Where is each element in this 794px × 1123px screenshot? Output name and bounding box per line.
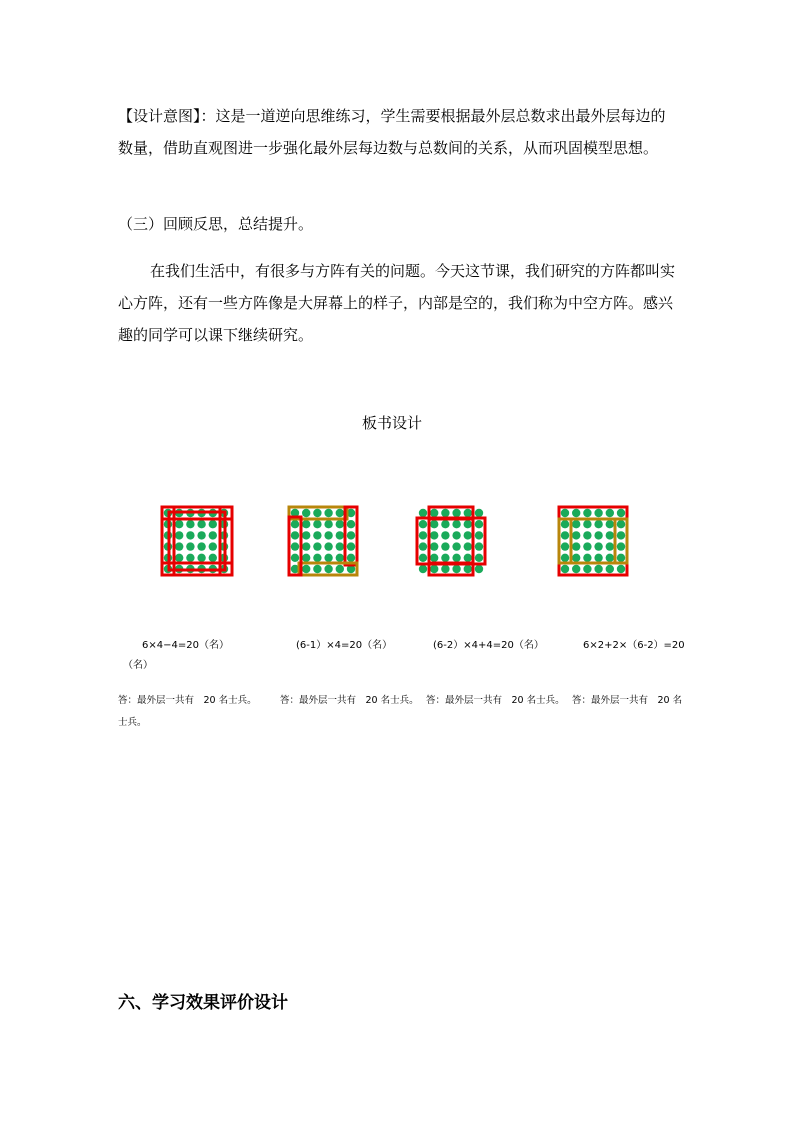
soldier-dot — [452, 520, 460, 528]
soldier-dot — [430, 565, 438, 573]
soldier-dot — [209, 531, 217, 539]
review-body: 在我们生活中，有很多与方阵有关的问题。今天这节课，我们研究的方阵都叫实心方阵，还有一些方阵像是大屏幕上的样子，内部是空的，我们称为中空方阵。感兴趣的同学可以课下继续研究。 — [118, 262, 676, 344]
soldier-dot — [324, 554, 332, 562]
d4-bottom-strip — [559, 563, 627, 575]
soldier-dot — [291, 520, 299, 528]
soldier-dot — [324, 520, 332, 528]
diagram-3-middle — [417, 507, 485, 575]
soldier-dot — [419, 554, 427, 562]
soldier-dot — [617, 565, 625, 573]
soldier-dot — [441, 531, 449, 539]
diagram-2-pinwheel — [289, 507, 357, 575]
soldier-dot — [336, 542, 344, 550]
soldier-dot — [336, 520, 344, 528]
design-intent-paragraph — [118, 100, 678, 164]
soldier-dot — [583, 509, 591, 517]
soldier-dot — [430, 554, 438, 562]
soldier-dot — [209, 554, 217, 562]
answer-4-continued: 士兵。 — [118, 717, 147, 728]
soldier-dot — [606, 565, 614, 573]
soldier-dot — [606, 509, 614, 517]
answer-4: 答：最外层一共有 20 名 — [572, 695, 683, 706]
soldier-dot — [561, 565, 569, 573]
soldier-dot — [572, 542, 580, 550]
diagram-1-overlap — [162, 507, 232, 575]
soldier-dot — [419, 520, 427, 528]
soldier-dot — [475, 565, 483, 573]
soldier-dot — [464, 542, 472, 550]
square-array-diagrams — [0, 500, 794, 590]
formula-1: 6×4−4=20（名） — [142, 640, 229, 651]
soldier-dot — [419, 531, 427, 539]
soldier-dot — [313, 542, 321, 550]
soldier-dot — [606, 542, 614, 550]
soldier-dot — [197, 542, 205, 550]
soldier-dot — [617, 509, 625, 517]
soldier-dot — [561, 520, 569, 528]
soldier-dot — [302, 531, 310, 539]
soldier-dot — [175, 554, 183, 562]
soldier-dot — [583, 565, 591, 573]
soldier-dot — [175, 520, 183, 528]
soldier-dot — [336, 565, 344, 573]
soldier-dot — [419, 565, 427, 573]
soldier-dot — [606, 554, 614, 562]
soldier-dot — [617, 542, 625, 550]
soldier-dot — [186, 520, 194, 528]
formula-2: (6-1）×4=20（名） — [296, 640, 393, 651]
soldier-dot — [475, 531, 483, 539]
soldier-dot — [302, 520, 310, 528]
soldier-dot — [617, 554, 625, 562]
soldier-dot — [594, 554, 602, 562]
soldier-dot — [561, 531, 569, 539]
soldier-dot — [336, 554, 344, 562]
soldier-dot — [291, 542, 299, 550]
soldier-dot — [475, 509, 483, 517]
soldier-dot — [583, 554, 591, 562]
soldier-dot — [347, 531, 355, 539]
soldier-dot — [186, 542, 194, 550]
soldier-dot — [291, 531, 299, 539]
soldier-dot — [324, 542, 332, 550]
soldier-dot — [475, 542, 483, 550]
soldier-dot — [441, 542, 449, 550]
soldier-dot — [186, 554, 194, 562]
soldier-dot — [452, 509, 460, 517]
soldier-dot — [464, 565, 472, 573]
soldier-dot — [302, 509, 310, 517]
soldier-dot — [594, 520, 602, 528]
soldier-dot — [464, 531, 472, 539]
soldier-dot — [594, 542, 602, 550]
soldier-dot — [430, 520, 438, 528]
soldier-dot — [572, 554, 580, 562]
soldier-dot — [302, 542, 310, 550]
soldier-dot — [441, 509, 449, 517]
soldier-dot — [452, 554, 460, 562]
soldier-dot — [561, 542, 569, 550]
soldier-dot — [324, 565, 332, 573]
soldier-dot — [347, 554, 355, 562]
soldier-dot — [594, 531, 602, 539]
answer-2: 答：最外层一共有 20 名士兵。 — [280, 695, 419, 706]
soldier-dot — [617, 520, 625, 528]
soldier-dot — [336, 531, 344, 539]
soldier-dot — [209, 542, 217, 550]
soldier-dot — [572, 509, 580, 517]
soldier-dot — [430, 542, 438, 550]
answer-3: 答：最外层一共有 20 名士兵。 — [426, 695, 565, 706]
d4-top-strip — [559, 507, 627, 519]
answer-1: 答：最外层一共有 20 名士兵。 — [118, 695, 257, 706]
soldier-dot — [561, 554, 569, 562]
soldier-dot — [313, 520, 321, 528]
soldier-dot — [302, 554, 310, 562]
soldier-dot — [561, 509, 569, 517]
soldier-dot — [594, 509, 602, 517]
soldier-dot — [302, 565, 310, 573]
soldier-dot — [441, 520, 449, 528]
soldier-dot — [175, 531, 183, 539]
soldier-dot — [572, 520, 580, 528]
soldier-dot — [175, 542, 183, 550]
soldier-dot — [464, 554, 472, 562]
soldier-dot — [452, 531, 460, 539]
soldier-dot — [209, 520, 217, 528]
soldier-dot — [430, 509, 438, 517]
soldier-dot — [313, 509, 321, 517]
soldier-dot — [186, 531, 194, 539]
soldier-dot — [347, 542, 355, 550]
d4-middle-frame — [559, 519, 627, 563]
soldier-dot — [197, 520, 205, 528]
design-intent-label: 【设计意图】 — [118, 107, 201, 125]
soldier-dot — [336, 509, 344, 517]
soldier-dot — [452, 542, 460, 550]
soldier-dot — [347, 520, 355, 528]
soldier-dot — [475, 520, 483, 528]
soldier-dot — [313, 531, 321, 539]
soldier-dot — [197, 531, 205, 539]
formula-4-unit: （名） — [123, 660, 153, 671]
soldier-dot — [430, 531, 438, 539]
soldier-dot — [324, 531, 332, 539]
soldier-dot — [197, 554, 205, 562]
soldier-dot — [606, 520, 614, 528]
design-intent-text: ：这是一道逆向思维练习，学生需要根据最外层总数求出最外层每边的数量，借助直观图进一步强化最外层每边数与总数间的关系，从而巩固模型思想。 — [118, 107, 666, 157]
soldier-dot — [419, 509, 427, 517]
soldier-dot — [583, 520, 591, 528]
formula-4: 6×2+2×（6-2）=20 — [583, 640, 685, 651]
soldier-dot — [313, 554, 321, 562]
soldier-dot — [572, 565, 580, 573]
soldier-dot — [572, 531, 580, 539]
soldier-dot — [464, 509, 472, 517]
soldier-dot — [464, 520, 472, 528]
soldier-dot — [291, 554, 299, 562]
section-heading: 六、学习效果评价设计 — [118, 993, 288, 1013]
soldier-dot — [594, 565, 602, 573]
soldier-dot — [583, 531, 591, 539]
soldier-dot — [324, 509, 332, 517]
soldier-dot — [617, 531, 625, 539]
diagram-4-rows-sides — [559, 507, 627, 575]
soldier-dot — [475, 554, 483, 562]
soldier-dot — [419, 542, 427, 550]
formula-3: (6-2）×4+4=20（名） — [433, 640, 544, 651]
soldier-dot — [313, 565, 321, 573]
board-design-title: 板书设计 — [361, 414, 422, 432]
soldier-dot — [606, 531, 614, 539]
review-heading: （三）回顾反思，总结提升。 — [118, 215, 314, 233]
soldier-dot — [441, 554, 449, 562]
soldier-dot — [452, 565, 460, 573]
soldier-dot — [583, 542, 591, 550]
soldier-dot — [441, 565, 449, 573]
